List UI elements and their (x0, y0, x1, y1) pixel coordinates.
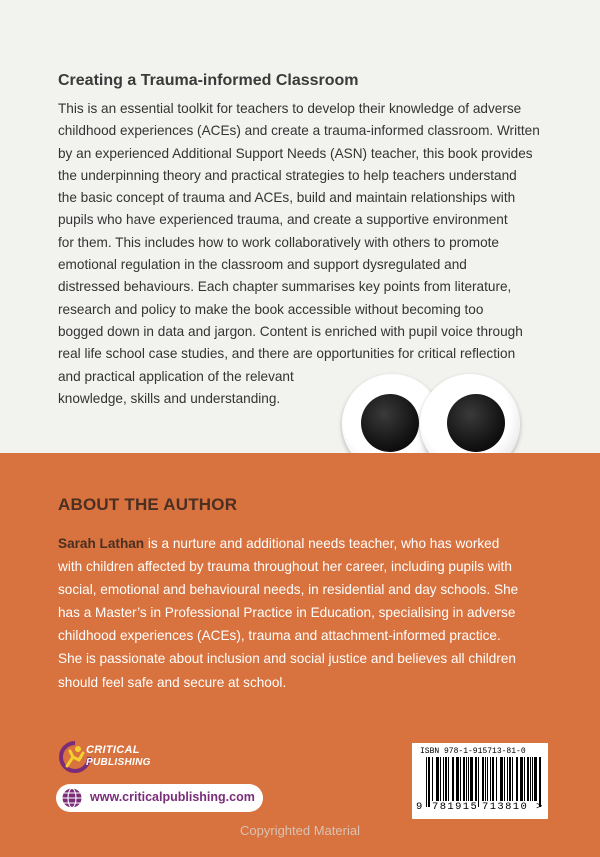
barcode-bar (490, 757, 491, 801)
barcode-bar (482, 757, 484, 801)
barcode-bar (520, 757, 523, 801)
about-author-heading: ABOUT THE AUTHOR (58, 495, 238, 514)
bio-line: should feel safe and secure at school. (58, 674, 287, 690)
barcode-bar (436, 757, 439, 801)
barcode-bar (485, 757, 486, 801)
barcode-bar (448, 757, 449, 801)
bio-line: She is passionate about inclusion and social justice and believes all children (58, 651, 516, 667)
barcode-bar (445, 757, 447, 801)
bio-line (58, 532, 568, 555)
barcode-bar (504, 757, 505, 801)
blurb-line: knowledge, skills and understanding. (58, 390, 281, 406)
barcode-bar (524, 757, 525, 801)
bio-first-line-rest: is a nurture and additional needs teacher, who has worked (144, 536, 500, 551)
barcode-bar (516, 757, 518, 801)
logo-text-critical: CRITICAL (86, 744, 140, 756)
blurb-line: This is an essential toolkit for teachers to develop their knowledge of adverse (58, 101, 522, 116)
barcode-bar (466, 757, 467, 801)
barcode-digits-left: 781915 (432, 801, 479, 813)
bio-line: childhood experiences (ACEs), trauma and attachment-informed practice. (58, 628, 501, 644)
pupil-right (447, 394, 505, 452)
blurb-line: the basic concept of trauma and ACEs, build and maintain relationships with (58, 190, 516, 206)
barcode-bar (440, 757, 441, 801)
blurb-line: by an experienced Additional Support Needs (ASN) teacher, this book provides (58, 145, 533, 161)
barcode-bar (534, 757, 537, 801)
isbn-label: ISBN 978-1-915713-81-0 (420, 747, 526, 756)
bio-line: has a Master’s in Professional Practice in Education, specialising in adverse (58, 605, 516, 621)
barcode-bar (468, 757, 469, 801)
author-section (0, 453, 600, 857)
blurb-line: real life school case studies, and there are opportunities for critical reflection (58, 346, 516, 362)
barcode-digit-first: 9 (416, 801, 423, 813)
bio-line: with children affected by trauma throughout her career, including pupils with (58, 559, 512, 575)
blurb-line: emotional regulation in the classroom and support dysregulated and (58, 257, 467, 273)
barcode-bar (512, 757, 513, 801)
barcode-bar (428, 757, 430, 807)
blurb-line: childhood experiences (ACEs) and create a trauma-informed classroom. Written (58, 123, 540, 139)
barcode-bar (460, 757, 461, 801)
blurb-line: for them. This includes how to work collaboratively with others to promote (58, 234, 499, 250)
barcode-bar (509, 757, 511, 801)
barcode-bar (530, 757, 531, 801)
watermark-bottom: Copyrighted Material (240, 823, 360, 838)
barcode-bar (496, 757, 497, 801)
blurb-line: the underpinning theory and practical strategies to help teachers understand (58, 167, 517, 183)
publisher-website-link[interactable]: www.criticalpublishing.com (90, 790, 255, 804)
book-title: Creating a Trauma-informed Classroom (58, 72, 359, 89)
barcode-bar (532, 757, 533, 801)
globe-icon (60, 787, 84, 809)
barcode-bar (487, 757, 488, 801)
barcode-bar (463, 757, 465, 801)
blurb-line: distressed behaviours. Each chapter summarises key points from literature, (58, 279, 512, 295)
isbn-barcode (412, 743, 548, 819)
barcode-bar (452, 757, 454, 801)
bio-line: social, emotional and behavioural needs, in residential and day schools. She (58, 582, 519, 598)
barcode-bar (500, 757, 503, 801)
barcode-bar (426, 757, 427, 807)
barcode-bar (432, 757, 433, 801)
barcode-bar (478, 757, 479, 807)
barcode-bar (475, 757, 477, 801)
blurb-line: and practical application of the relevant (58, 368, 294, 384)
pupil-left (361, 394, 419, 452)
critical-publishing-logo (58, 740, 178, 780)
barcode-quiet-zone: > (536, 801, 543, 813)
barcode-bar (470, 757, 473, 801)
author-bio (58, 532, 568, 694)
blurb-line: bogged down in data and jargon. Content is enriched with pupil voice through (58, 323, 523, 339)
blurb-line: pupils who have experienced trauma, and create a supportive environment (58, 212, 508, 228)
barcode-bar (492, 757, 494, 801)
barcode-digits-right: 713810 (482, 801, 529, 813)
barcode-bar (456, 757, 459, 801)
logo-text-publishing: PUBLISHING (86, 757, 151, 768)
blurb-line: research and policy to make the book accessible without becoming too (58, 301, 484, 317)
author-name: Sarah Lathan (58, 536, 145, 551)
barcode-bar (443, 757, 444, 801)
barcode-bar (507, 757, 508, 801)
website-pill[interactable] (56, 784, 263, 812)
barcode-bar (527, 757, 529, 801)
barcode-bar (539, 757, 541, 807)
